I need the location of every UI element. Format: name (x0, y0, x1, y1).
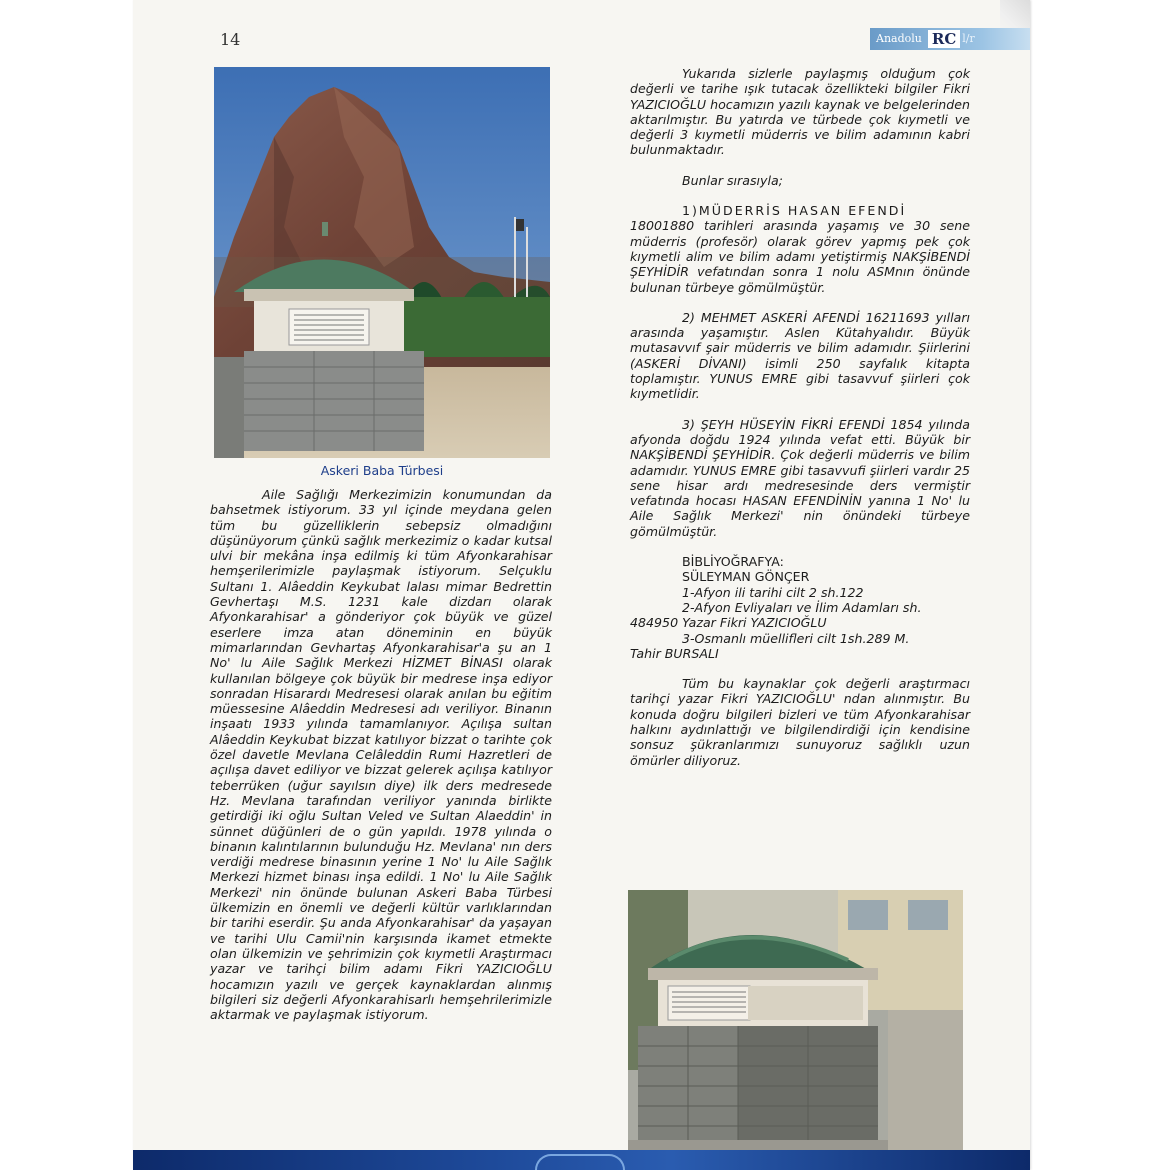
header-band-text: Anadolu (876, 32, 922, 45)
item2-paragraph: 2) MEHMET ASKERİ AFENDİ 16211693 yılları arasında yaşamıştır. Aslen Kütahyalıdır. Büyük mutasavvıf şair müderris ve bilim adamıdır. Şiirlerini (ASKERİ DİVANI) isimli 250 sayfalık kitapta toplamıştır. YUNUS EMRE gibi tasavvuf şiirleri çok kıymetlidir. (630, 309, 970, 402)
bibliography-entry-1: 1-Afyon ili tarihi cilt 2 sh.122 (682, 584, 864, 600)
bibliography-entry-2: 2-Afyon Evliyaları ve İlim Adamları sh. (682, 599, 922, 615)
header-band (870, 28, 1030, 50)
page-number: 14 (220, 30, 241, 49)
item1-title: 1)MÜDERRİS HASAN EFENDİ (682, 203, 907, 219)
tomb-castle-photo (214, 67, 550, 458)
bibliography-entry-3-cont: Tahir BURSALI (630, 645, 719, 661)
tomb-closeup-photo (628, 890, 963, 1160)
tomb-closeup-illustration (628, 890, 963, 1160)
item1-body: 18001880 tarihleri arasında yaşamış ve 30 sene müderris (profesör) olarak görev yapmış pek çok kıymetli alim ve bilim adamı yetiştirmiş NAKŞİBENDİ ŞEYHİDİR vefatından sonra 1 nolu ASMnın önünde bulunan türbeye gömülmüştür. (630, 218, 970, 295)
bibliography-heading: BİBLİYOĞRAFYA: (682, 554, 784, 570)
bibliography-author: SÜLEYMAN GÖNÇER (682, 569, 810, 585)
header-brand-logo: RC (928, 30, 960, 48)
footer-emblem-icon (535, 1154, 625, 1170)
list-heading: Bunlar sırasıyla; (682, 172, 783, 188)
bibliography-entry-2-cont: 484950 Yazar Fikri YAZICIOĞLU (630, 615, 827, 631)
header-band-suffix: l/r (962, 32, 975, 45)
closing-paragraph: Tüm bu kaynaklar çok değerli araştırmacı tarihçi yazar Fikri YAZICIOĞLU' ndan alınmıştır. Bu konuda doğru bilgileri bizleri ve tüm Afyonkarahisar halkını aydınlattığı ve bilgilendirdiği için kendisine sonsuz şükranlarımızı sunuyoruz sağlıklı uzun ömürler diliyoruz. (630, 676, 970, 768)
left-article-column (210, 487, 552, 1022)
photo-caption: Askeri Baba Türbesi (320, 463, 444, 478)
right-article-column (630, 66, 970, 768)
left-paragraph: Aile Sağlığı Merkezimizin konumundan da bahsetmek istiyorum. 33 yıl içinde meydana gelen tüm bu güzelliklerin sebepsiz olmadığını düşünüyorum çünkü sağlık merkezimiz o kadar kutsal ulvi bir mekâna inşa edilmiş ki tüm Afyonkarahisar hemşerilerimizle paylaşmak istiyorum. Selçuklu Sultanı 1. Alâeddin Keykubat lalası mimar Bedrettin Gevhertaşı M.S. 1231 kale dizdarı olarak Afyonkarahisar' a gönderiyor çok büyük ve güzel eserlere imza atan döneminin en büyük mimarlarından Gevhartaş Afyonkarahisar'a şu an 1 No' lu Aile Sağlık Merkezi HİZMET BİNASI olarak kullanılan bölgeye çok büyük bir medrese inşa ediyor sonradan Hisarardı Medresesi olarak anılan bu eğitim müessesine Alâeddin Medresesi adı veriliyor. Binanın inşaatı 1933 yılında tamamlanıyor. Açılışa sultan Alâeddin Keykubat bizzat katılıyor bizzat o tarihte çok özel davetle Mevlana Celâleddin Rumi Hazretleri de açılışa davet ediliyor ve bizzat gelerek açılışa katılıyor teberrüken (uğur sayılsın diye) ilk ders medresede Hz. Mevlana tarafından veriliyor yanında birlikte getirdiği iki oğlu Sultan Veled ve Sultan Alaeddin' in sünnet düğünleri de o gün yapıldı. 1978 yılında o binanın kalıntılarının bulunduğu Hz. Mevlana' nın ders verdiği medrese binasının yerine 1 No' lu Aile Sağlık Merkezi hizmet binası inşa edildi. 1 No' lu Aile Sağlık Merkezi' nin önünde bulunan Askeri Baba Türbesi ülkemizin en önemli ve değerli kültür varlıklarından bir tarihi eserdir. Şu anda Afyonkarahisar' da yaşayan ve tarihi Ulu Camii'nin karşısında ikamet etmekte olan ülkemizin ve şehrimizin çok kıymetli Araştırmacı yazar ve tarihçi bilim adamı Fikri YAZICIOĞLU hocamızın yazılı ve gerçek kaynaklardan alınmış bilgileri siz değerli Afyonkarahisarlı hemşehrilerimizle aktarmak ve paylaşmak istiyorum. (210, 487, 552, 1023)
bibliography-entry-3: 3-Osmanlı müellifleri cilt 1sh.289 M. (682, 630, 910, 646)
intro-paragraph: Yukarıda sizlerle paylaşmış olduğum çok değerli ve tarihe ışık tutacak özellikteki bilgiler Fikri YAZICIOĞLU hocamızın yazılı kaynak ve belgelerinden aktarılmıştır. Bu yatırda ve türbede çok kıymetli ve değerli 3 kıymetli müderris ve bilim adamının kabri bulunmaktadır. (630, 66, 970, 158)
tomb-castle-illustration (214, 67, 550, 458)
item3-paragraph: 3) ŞEYH HÜSEYİN FİKRİ EFENDİ 1854 yılında afyonda doğdu 1924 yılında vefat etti. Büyük bir NAKŞİBENDİ ŞEYHİDİR. Çok değerli müderris ve bilim adamıdır. YUNUS EMRE gibi tasavvufi şiirleri vardır 25 sene hisar ardı medresesinde ders vermiştir vefatında hocası HASAN EFENDİNİN yanına 1 No' lu Aile Sağlık Merkezi' nin önündeki türbeye gömülmüştür. (630, 416, 970, 539)
